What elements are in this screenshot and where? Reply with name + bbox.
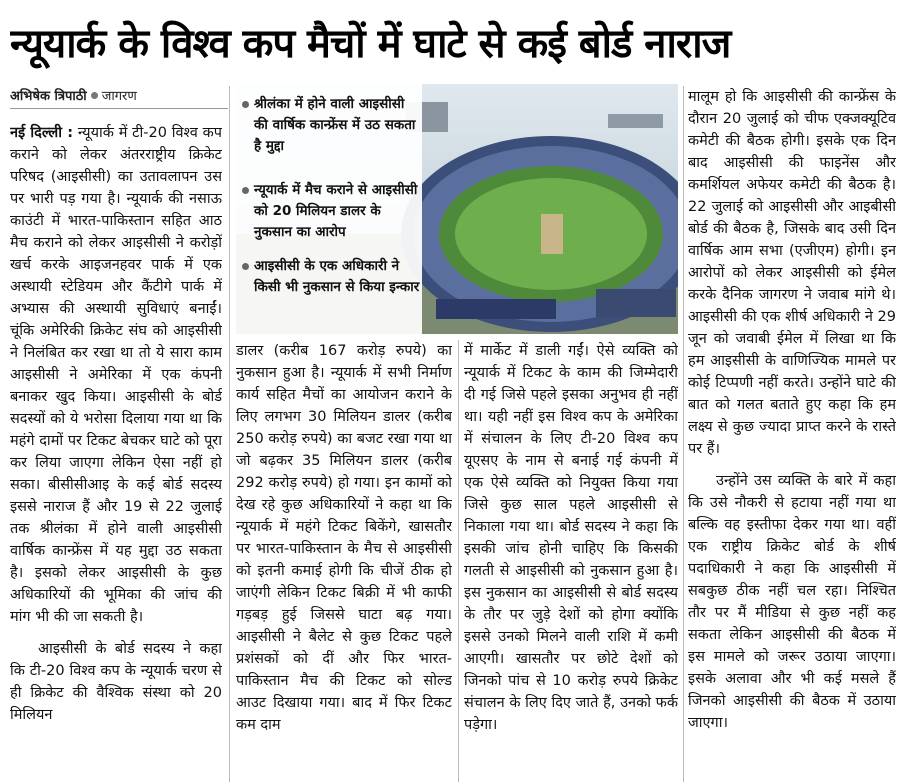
column-divider [458, 340, 459, 782]
column-divider [683, 86, 684, 782]
paragraph: आइसीसी के बोर्ड सदस्य ने कहा कि टी-20 विश्व कप के न्यूयार्क चरण से ही क्रिकेट की वैश्विक संस्था को 20 मिलियन [10, 641, 222, 723]
highlight-text: न्यूयार्क में मैच कराने से आइसीसी को 20 मिलियन डालर के नुकसान का आरोप [254, 182, 418, 240]
article-column-3 [464, 340, 678, 782]
paragraph: मालूम हो कि आइसीसी की कान्फ्रेंस के दौरान 20 जुलाई को चीफ एक्जक्यूटिव कमेटी की बैठक होगी। इसके एक दिन बाद आइसीसी की फाइनेंस और कमर्शियल अफेयर कमेटी की बैठक है। 22 जुलाई को आइसीसी और आइबीसी बोर्ड की बैठक है, जिसके बाद उसी दिन वार्षिक आम सभा (एजीएम) होगी। इन आरोपों को लेकर आइसीसी को ईमेल करके दैनिक जागरण ने जवाब मांगे थे। आइसीसी की एक शीर्ष अधिकारी ने 29 जून को जवाबी ईमेल में लिखा था कि हम आइसीसी के वाणिज्यिक मामले पर कोई टिप्पणी नहीं करते। उन्होंने घाटे की बात को गलत बताते हुए कहा कि हम लक्ष्य से कुछ ज्यादा प्राप्त करने के रास्ते पर हैं। [688, 89, 896, 457]
article-column-2 [236, 340, 452, 782]
paragraph: डालर (करीब 167 करोड़ रुपये) का नुकसान हुआ है। न्यूयार्क में सभी निर्माण कार्य सहित मैचों का आयोजन कराने के लिए लगभग 30 मिलियन डालर (करीब 250 करोड़ रुपये) का बजट रखा गया था जो बढ़कर 35 मिलियन डालर (करीब 292 करोड़ रुपये) हो गया। इन कामों को देख रहे कुछ अधिकारियों ने कहा था कि न्यूयार्क में महंगे टिकट बिकेंगे, खासतौर पर भारत-पाकिस्तान के मैच से आइसीसी को इतनी कमाई होगी कि चीजें ठीक हो जाएंगी लेकिन टिकट बिक्री में भी काफी गड़बड़ हुई जिससे घाटा बढ़ गया। आइसीसी ने बैलेट से कुछ टिकट पहले प्रशंसकों को दीं और फिर भारत-पाकिस्तान मैच की टिकट को सोल्ड आउट दिखाया गया। बाद में फिर टिकट कम दाम [236, 343, 452, 733]
separator-dot [91, 92, 98, 99]
article-column-4 [688, 86, 896, 782]
highlight-item [242, 180, 420, 243]
article-column-1 [10, 122, 222, 782]
source-name: जागरण [101, 89, 137, 104]
dateline: नई दिल्ली : [10, 125, 74, 141]
paragraph-text: न्यूयार्क में टी-20 विश्व कप कराने को लेकर अंतरराष्ट्रीय क्रिकेट परिषद (आइसीसी) का उतावलापन उस पर भारी पड़ गया है। न्यूयार्क की नसाऊ काउंटी में भारत-पाकिस्तान सहित आठ मैच कराने को लेकर आइसीसी ने करोड़ों खर्च करके आइजनहवर पार्क में एक अस्थायी स्टेडियम और कैंटीगे पार्क में अभ्यास की अस्थायी सुविधाएं बनाईं। चूंकि अमेरिकी क्रिकेट संघ को आइसीसी ने निलंबित कर रखा था तो ये सारा काम आइसीसी ने अमेरिका में एक कंपनी बनाकर खुद किया। आइसीसी के बोर्ड सदस्यों को ये भरोसा दिलाया गया था कि महंगे दामों पर टिकट बेचकर घाटे को पूरा कर लिया जाएगा लेकिन ऐसा नहीं हो सका। बीसीसीआइ के कई बोर्ड सदस्य इससे नाराज हैं और 19 से 22 जुलाई तक श्रीलंका में होने वाली आइसीसी वार्षिक कान्फ्रेंस में यह मुद्दा उठ सकता है। इसको लेकर आइसीसी के कुछ अधिकारियों की भूमिका की जांच की मांग भी की जा सकती है। [10, 125, 222, 625]
headline: न्यूयार्क के विश्व कप मैचों में घाटे से कई बोर्ड नाराज [10, 21, 731, 67]
byline [10, 86, 137, 106]
highlights-box [236, 84, 422, 334]
highlight-item [242, 94, 420, 157]
highlight-text: श्रीलंका में होने वाली आइसीसी की वार्षिक कान्फ्रेंस में उठ सकता है मुद्दा [254, 96, 416, 154]
bullet-icon [242, 101, 249, 108]
author-name: अभिषेक त्रिपाठी [10, 89, 87, 104]
paragraph: में मार्केट में डाली गईं। ऐसे व्यक्ति को न्यूयार्क में टिकट के काम की जिम्मेदारी दी गई जिसे पहले इसका अनुभव ही नहीं था। यही नहीं इस विश्व कप के अमेरिका में संचालन के लिए टी-20 विश्व कप यूएसए के नाम से बनाई गई कंपनी में एक ऐसे व्यक्ति को नियुक्त किया गया जिसे कुछ साल पहले आइसीसी से निकाला गया था। बोर्ड सदस्य ने कहा कि इसकी जांच होनी चाहिए कि किसकी गलती से आइसीसी को नुकसान हुआ है। इस नुकसान का आइसीसी से बोर्ड सदस्य के तौर पर जुड़े देशों को होगा क्योंकि इससे उनको मिलने वाली राशि में कमी आएगी। खासतौर पर छोटे देशों को जिनको पांच से 10 करोड़ रुपये क्रिकेट संचालन के लिए दिए जाते हैं, उनको फर्क पड़ेगा। [464, 343, 678, 733]
highlight-item [242, 256, 420, 298]
highlight-text: आइसीसी के एक अधिकारी ने किसी भी नुकसान से किया इन्कार [254, 258, 420, 295]
bullet-icon [242, 263, 249, 270]
byline-rule [10, 108, 228, 109]
paragraph: उन्होंने उस व्यक्ति के बारे में कहा कि उसे नौकरी से हटाया नहीं गया था बल्कि वह इस्तीफा देकर गया था। वहीं एक राष्ट्रीय क्रिकेट बोर्ड के शीर्ष पदाधिकारी ने कहा कि आइसीसी में सबकुछ ठीक नहीं चल रहा। निश्चित तौर पर मैं मीडिया से कुछ नहीं कह सकता लेकिन आइसीसी की बैठक में इस मामले को जरूर उठाया जाएगा। इसके अलावा और भी कई मसले हैं जिनको आइसीसी की बैठक में उठाया जाएगा। [688, 473, 896, 731]
column-divider [229, 86, 230, 782]
paragraph [10, 122, 222, 628]
bullet-icon [242, 187, 249, 194]
